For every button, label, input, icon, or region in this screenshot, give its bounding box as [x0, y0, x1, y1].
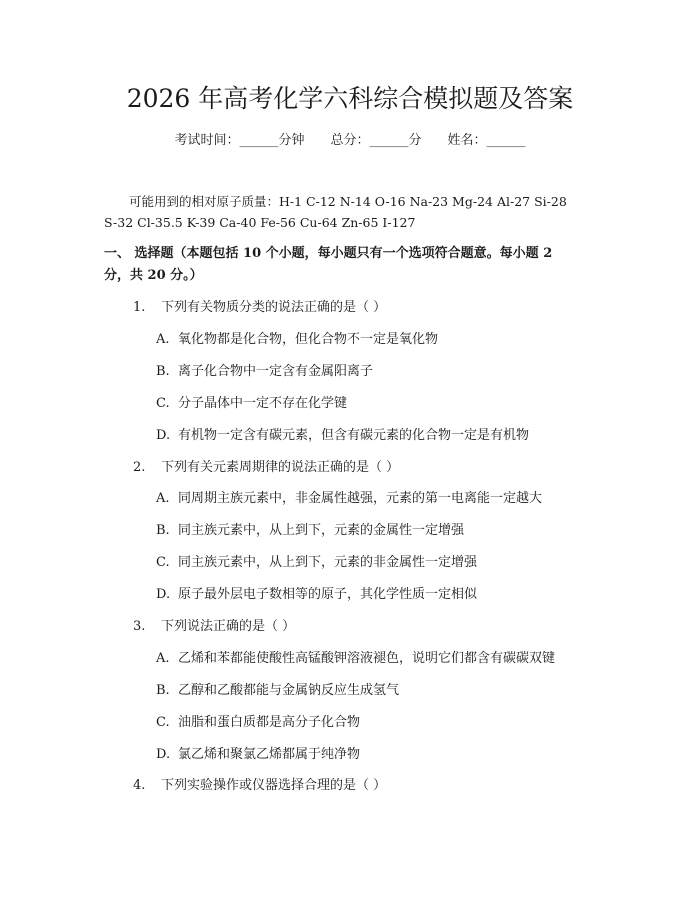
question-2-option-b [156, 521, 464, 541]
question-3-option-c [156, 713, 360, 733]
option-letter: D. [156, 747, 171, 762]
question-2-option-c [156, 553, 477, 573]
question-2 [133, 458, 399, 478]
question-number: 3. [133, 619, 146, 634]
option-text: 有机物一定含有碳元素，但含有碳元素的化合物一定是有机物 [178, 428, 530, 443]
option-text: 乙烯和苯都能使酸性高锰酸钾溶液褪色，说明它们都含有碳碳双键 [178, 651, 556, 666]
question-1-option-d [156, 426, 529, 446]
question-1 [133, 298, 386, 318]
option-letter: A. [156, 491, 170, 506]
question-3-option-d [156, 745, 360, 765]
atomic-mass-line-1: 可能用到的相对原子质量：H-1 C-12 N-14 O-16 Na-23 Mg-24 Al-27 Si-28 [129, 194, 567, 209]
question-4 [133, 776, 386, 796]
option-letter: D. [156, 428, 171, 443]
option-text: 分子晶体中一定不存在化学键 [178, 396, 348, 411]
option-text: 同周期主族元素中，非金属性越强，元素的第一电离能一定越大 [178, 491, 543, 506]
page-title: 2026 年高考化学六科综合模拟题及答案 [126, 84, 574, 113]
option-letter: B. [156, 364, 170, 379]
question-stem: 下列有关物质分类的说法正确的是（ ） [161, 300, 387, 315]
question-3-option-a [156, 649, 555, 669]
option-text: 同主族元素中，从上到下，元素的非金属性一定增强 [178, 555, 478, 570]
option-letter: B. [156, 523, 170, 538]
exam-time-field: 考试时间：______分钟 [174, 133, 305, 148]
total-score-field: 总分：______分 [330, 133, 422, 148]
option-letter: A. [156, 651, 170, 666]
option-text: 原子最外层电子数相等的原子，其化学性质一定相似 [178, 587, 478, 602]
section-heading-line-2: 分，共 20 分。） [104, 268, 203, 283]
question-stem: 下列实验操作或仪器选择合理的是（ ） [161, 778, 387, 793]
question-stem: 下列有关元素周期律的说法正确的是（ ） [161, 460, 400, 475]
question-1-option-a [156, 330, 438, 350]
atomic-mass-note [104, 191, 604, 233]
option-letter: C. [156, 715, 170, 730]
question-3 [133, 617, 295, 637]
question-number: 2. [133, 460, 146, 475]
option-letter: B. [156, 683, 170, 698]
option-letter: D. [156, 587, 171, 602]
option-text: 乙醇和乙酸都能与金属钠反应生成氢气 [178, 683, 400, 698]
question-2-option-a [156, 489, 542, 509]
option-text: 油脂和蛋白质都是高分子化合物 [178, 715, 361, 730]
section-heading [104, 243, 600, 287]
atomic-mass-line-2: S-32 Cl-35.5 K-39 Ca-40 Fe-56 Cu-64 Zn-65 I-127 [104, 215, 416, 230]
question-3-option-b [156, 681, 399, 701]
question-number: 1. [133, 300, 146, 315]
option-letter: C. [156, 396, 170, 411]
option-text: 氯乙烯和聚氯乙烯都属于纯净物 [178, 747, 361, 762]
option-text: 氧化物都是化合物，但化合物不一定是氧化物 [178, 332, 439, 347]
option-text: 同主族元素中，从上到下，元素的金属性一定增强 [178, 523, 465, 538]
question-2-option-d [156, 585, 477, 605]
question-stem: 下列说法正确的是（ ） [161, 619, 296, 634]
question-1-option-b [156, 362, 373, 382]
option-text: 离子化合物中一定含有金属阳离子 [178, 364, 374, 379]
section-heading-line-1: 一、 选择题（本题包括 10 个小题，每小题只有一个选项符合题意。每小题 2 [104, 246, 553, 261]
option-letter: A. [156, 332, 170, 347]
exam-info-line [0, 131, 700, 151]
question-number: 4. [133, 778, 146, 793]
student-name-field: 姓名：______ [447, 133, 526, 148]
question-1-option-c [156, 394, 347, 414]
option-letter: C. [156, 555, 170, 570]
